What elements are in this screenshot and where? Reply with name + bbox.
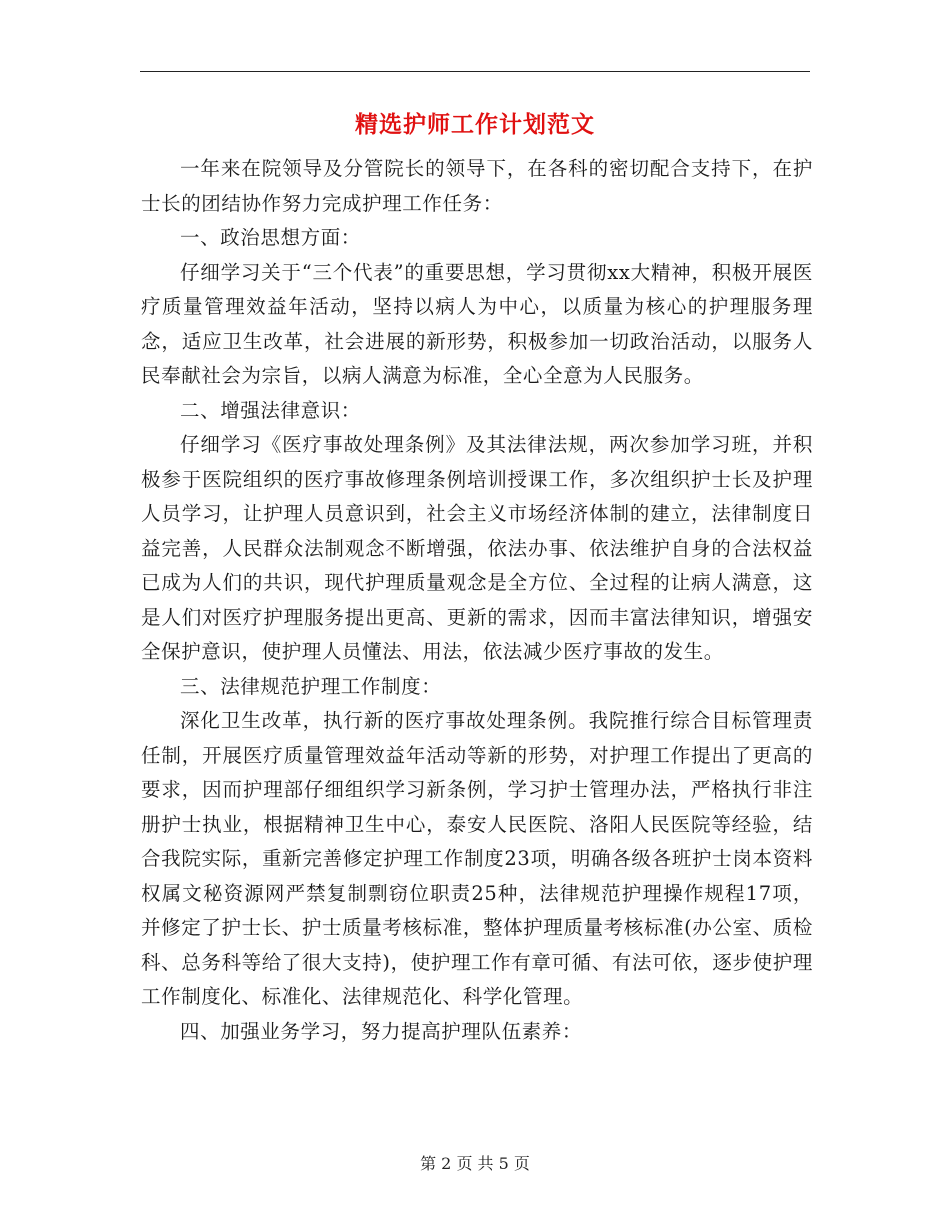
section-heading-1: 一、政治思想方面： — [180, 226, 361, 249]
section-heading-2: 二、增强法律意识： — [180, 398, 361, 422]
paragraph-section-2: 仔细学习《医疗事故处理条例》及其法律法规，两次参加学习班，并积极参于医院组织的医疗事故修理条例培训授课工作，多次组织护士长及护理人员学习，让护理人员意识到，社会主义市场经济体制的建立，法律制度日益完善，人民群众法制观念不断增强，依法办事、依法维护自身的合法权益已成为人们的共识，现代护理质量观念是全方位、全过程的让病人满意，这是人们对医疗护理服务提出更高、更新的需求，因而丰富法律知识，增强安全保护意识，使护理人员懂法、用法，依法减少医疗事故的发生。 — [141, 433, 813, 663]
section-heading-3: 三、法律规范护理工作制度： — [180, 674, 442, 698]
page-footer — [0, 1153, 950, 1175]
paragraph-section-1: 仔细学习关于“三个代表”的重要思想，学习贯彻xx大精神，积极开展医疗质量管理效益年活动，坚持以病人为中心，以质量为核心的护理服务理念，适应卫生改革，社会进展的新形势，积极参加一切政治活动，以服务人民奉献社会为宗旨，以病人满意为标准，全心全意为人民服务。 — [141, 260, 813, 387]
section-heading-4: 四、加强业务学习，努力提高护理队伍素养： — [180, 1019, 583, 1043]
document-body — [141, 152, 813, 1049]
paragraph-intro: 一年来在院领导及分管院长的领导下，在各科的密切配合支持下，在护士长的团结协作努力完成护理工作任务： — [141, 157, 813, 215]
document-title: 精选护师工作计划范文 — [355, 111, 595, 138]
header-rule — [140, 71, 810, 72]
paragraph-section-3: 深化卫生改革，执行新的医疗事故处理条例。我院推行综合目标管理责任制，开展医疗质量管理效益年活动等新的形势，对护理工作提出了更高的要求，因而护理部仔细组织学习新条例，学习护士管理办法，严格执行非注册护士执业，根据精神卫生中心，泰安人民医院、洛阳人民医院等经验，结合我院实际，重新完善修定护理工作制度23项，明确各级各班护士岗本资料权属文秘资源网严禁复制剽窃位职责25种，法律规范护理操作规程17项，并修定了护士长、护士质量考核标准，整体护理质量考核标准(办公室、质检科、总务科等给了很大支持)，使护理工作有章可循、有法可依，逐步使护理工作制度化、标准化、法律规范化、科学化管理。 — [141, 709, 813, 1008]
page-number-label: 第 2 页 共 5 页 — [420, 1154, 530, 1173]
